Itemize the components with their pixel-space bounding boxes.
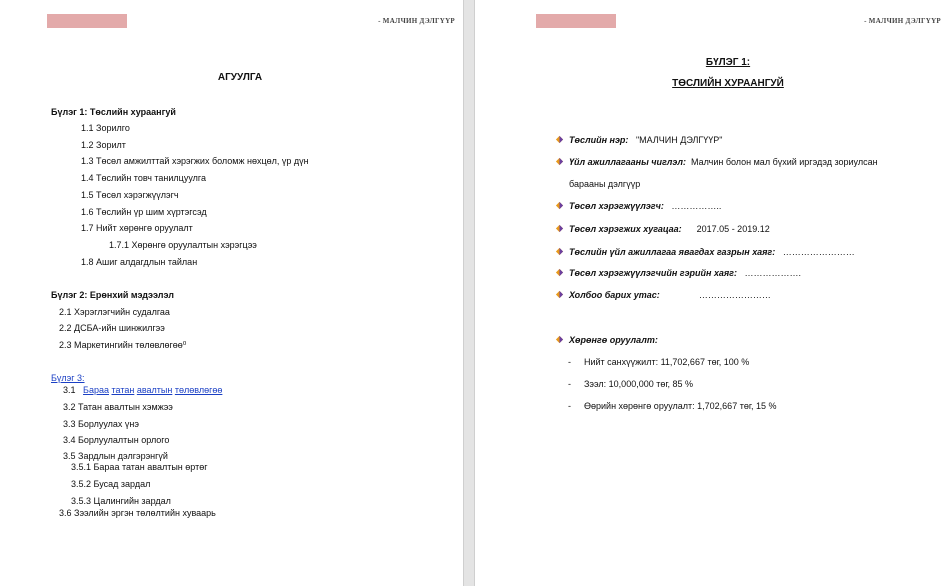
diamond-bullet-icon <box>555 135 564 144</box>
field-value: Малчин болон мал бүхий иргэдэд зориулсан <box>690 157 878 167</box>
diamond-bullet-icon <box>555 224 564 233</box>
diamond-bullet-icon <box>555 290 564 299</box>
field-project-name <box>569 134 722 146</box>
diamond-bullet-icon <box>555 335 564 344</box>
field-value: ………………. <box>744 268 802 278</box>
field-duration <box>569 223 770 235</box>
toc-item-3-5[interactable]: 3.5 Зардлын дэлгэрэнгүй <box>63 451 168 461</box>
toc-item-1-3[interactable]: 1.3 Төсөл амжилттай хэрэгжих боломж нөхцөл, үр дүн <box>81 156 309 166</box>
toc-item-3-5-3[interactable]: 3.5.3 Цалингийн зардал <box>71 496 171 506</box>
toc-item-1-5[interactable]: 1.5 Төсөл хэрэгжүүлэгч <box>81 190 179 200</box>
field-value: …………………… <box>782 247 855 257</box>
page-gutter <box>463 0 475 586</box>
toc-item-1-2[interactable]: 1.2 Зорилт <box>81 140 126 150</box>
toc-item-2-2[interactable]: 2.2 ДСБА-ийн шинжилгээ <box>59 323 165 333</box>
chapter-label: БҮЛЭГ 1: <box>705 57 751 68</box>
toc-item-3-1-number: 3.1 <box>63 385 76 395</box>
toc-chapter-2-heading[interactable]: Бүлэг 2: Ерөнхий мэдээлэл <box>51 290 174 300</box>
field-label: Холбоо барих утас: <box>569 290 660 300</box>
toc-item-1-1[interactable]: 1.1 Зорилго <box>81 123 130 133</box>
summary-page <box>475 0 941 586</box>
toc-item-3-6[interactable]: 3.6 Зээлийн эргэн төлөлтийн хуваарь <box>59 508 216 518</box>
investment-dash: - <box>568 357 571 367</box>
investment-own: Өөрийн хөрөнгө оруулалт: 1,702,667 төг, 15 % <box>584 401 777 411</box>
toc-item-1-4[interactable]: 1.4 Төслийн товч танилцуулга <box>81 173 206 183</box>
field-value: "МАЛЧИН ДЭЛГҮҮР" <box>635 135 723 145</box>
field-activity-direction <box>569 156 878 168</box>
toc-item-3-1[interactable] <box>63 384 222 396</box>
field-phone <box>569 289 771 301</box>
toc-chapter-3-link[interactable]: Бүлэг 3: <box>51 373 85 383</box>
investment-label: Хөрөнгө оруулалт: <box>569 335 658 345</box>
header-highlight-box <box>536 14 616 28</box>
field-value: …………………… <box>698 290 771 300</box>
toc-link-word[interactable]: төлөвлөгөө <box>174 385 223 395</box>
toc-link-word[interactable]: авалтын <box>136 385 173 395</box>
diamond-bullet-icon <box>555 201 564 210</box>
toc-item-3-5-2[interactable]: 3.5.2 Бусад зардал <box>71 479 151 489</box>
toc-link-word[interactable]: татан <box>111 385 135 395</box>
header-brand-text: - МАЛЧИН ДЭЛГҮҮР <box>378 17 455 25</box>
toc-item-1-8[interactable]: 1.8 Ашиг алдагдлын тайлан <box>81 257 198 267</box>
summary-title: ТӨСЛИЙН ХУРААНГУЙ <box>672 78 784 89</box>
diamond-bullet-icon <box>555 268 564 277</box>
diamond-bullet-icon <box>555 157 564 166</box>
toc-item-1-7-1[interactable]: 1.7.1 Хөрөнгө оруулалтын хэрэгцээ <box>109 240 257 250</box>
investment-dash: - <box>568 401 571 411</box>
field-label: Үйл ажиллагааны чиглэл: <box>569 157 686 167</box>
toc-item-3-2[interactable]: 3.2 Татан авалтын хэмжээ <box>63 402 173 412</box>
toc-item-3-3[interactable]: 3.3 Борлуулах үнэ <box>63 419 139 429</box>
toc-item-2-1[interactable]: 2.1 Хэрэглэгчийн судалгаа <box>59 307 170 317</box>
toc-item-1-6[interactable]: 1.6 Төслийн үр шим хүртэгсэд <box>81 207 207 217</box>
field-activity-address <box>569 246 855 258</box>
field-activity-continuation: барааны дэлгүүр <box>569 179 641 189</box>
field-value: 2017.05 - 2019.12 <box>696 224 770 234</box>
toc-item-1-7[interactable]: 1.7 Нийт хөрөнгө оруулалт <box>81 223 193 233</box>
field-value: …………….. <box>671 201 722 211</box>
field-label: Төсөл хэрэгжүүлэгчийн гэрийн хаяг: <box>569 268 737 278</box>
investment-dash: - <box>568 379 571 389</box>
field-label: Төслийн нэр: <box>569 135 629 145</box>
toc-title: АГУУЛГА <box>217 72 263 83</box>
toc-page <box>0 0 463 586</box>
header-brand-text: - МАЛЧИН ДЭЛГҮҮР <box>864 17 941 25</box>
field-label: Төсөл хэрэгжүүлэгч: <box>569 201 664 211</box>
toc-item-2-3[interactable]: 2.3 Маркетингийн төлөвлөгөө⁰ <box>59 340 187 350</box>
field-home-address <box>569 267 801 279</box>
toc-chapter-1-heading[interactable]: Бүлэг 1: Төслийн хураангуй <box>51 107 176 117</box>
toc-link-word[interactable]: Бараа <box>83 385 109 395</box>
header-highlight-box <box>47 14 127 28</box>
toc-item-3-5-1[interactable]: 3.5.1 Бараа татан авалтын өртөг <box>71 462 208 472</box>
field-label: Төсөл хэрэгжих хугацаа: <box>569 224 682 234</box>
investment-total: Нийт санхүүжилт: 11,702,667 төг, 100 % <box>584 357 750 367</box>
field-label: Төслийн үйл ажиллагаа явагдах газрын хаяг: <box>569 247 776 257</box>
toc-item-3-4[interactable]: 3.4 Борлуулалтын орлого <box>63 435 170 445</box>
investment-loan: Зээл: 10,000,000 төг, 85 % <box>584 379 694 389</box>
field-implementer <box>569 200 721 212</box>
diamond-bullet-icon <box>555 247 564 256</box>
